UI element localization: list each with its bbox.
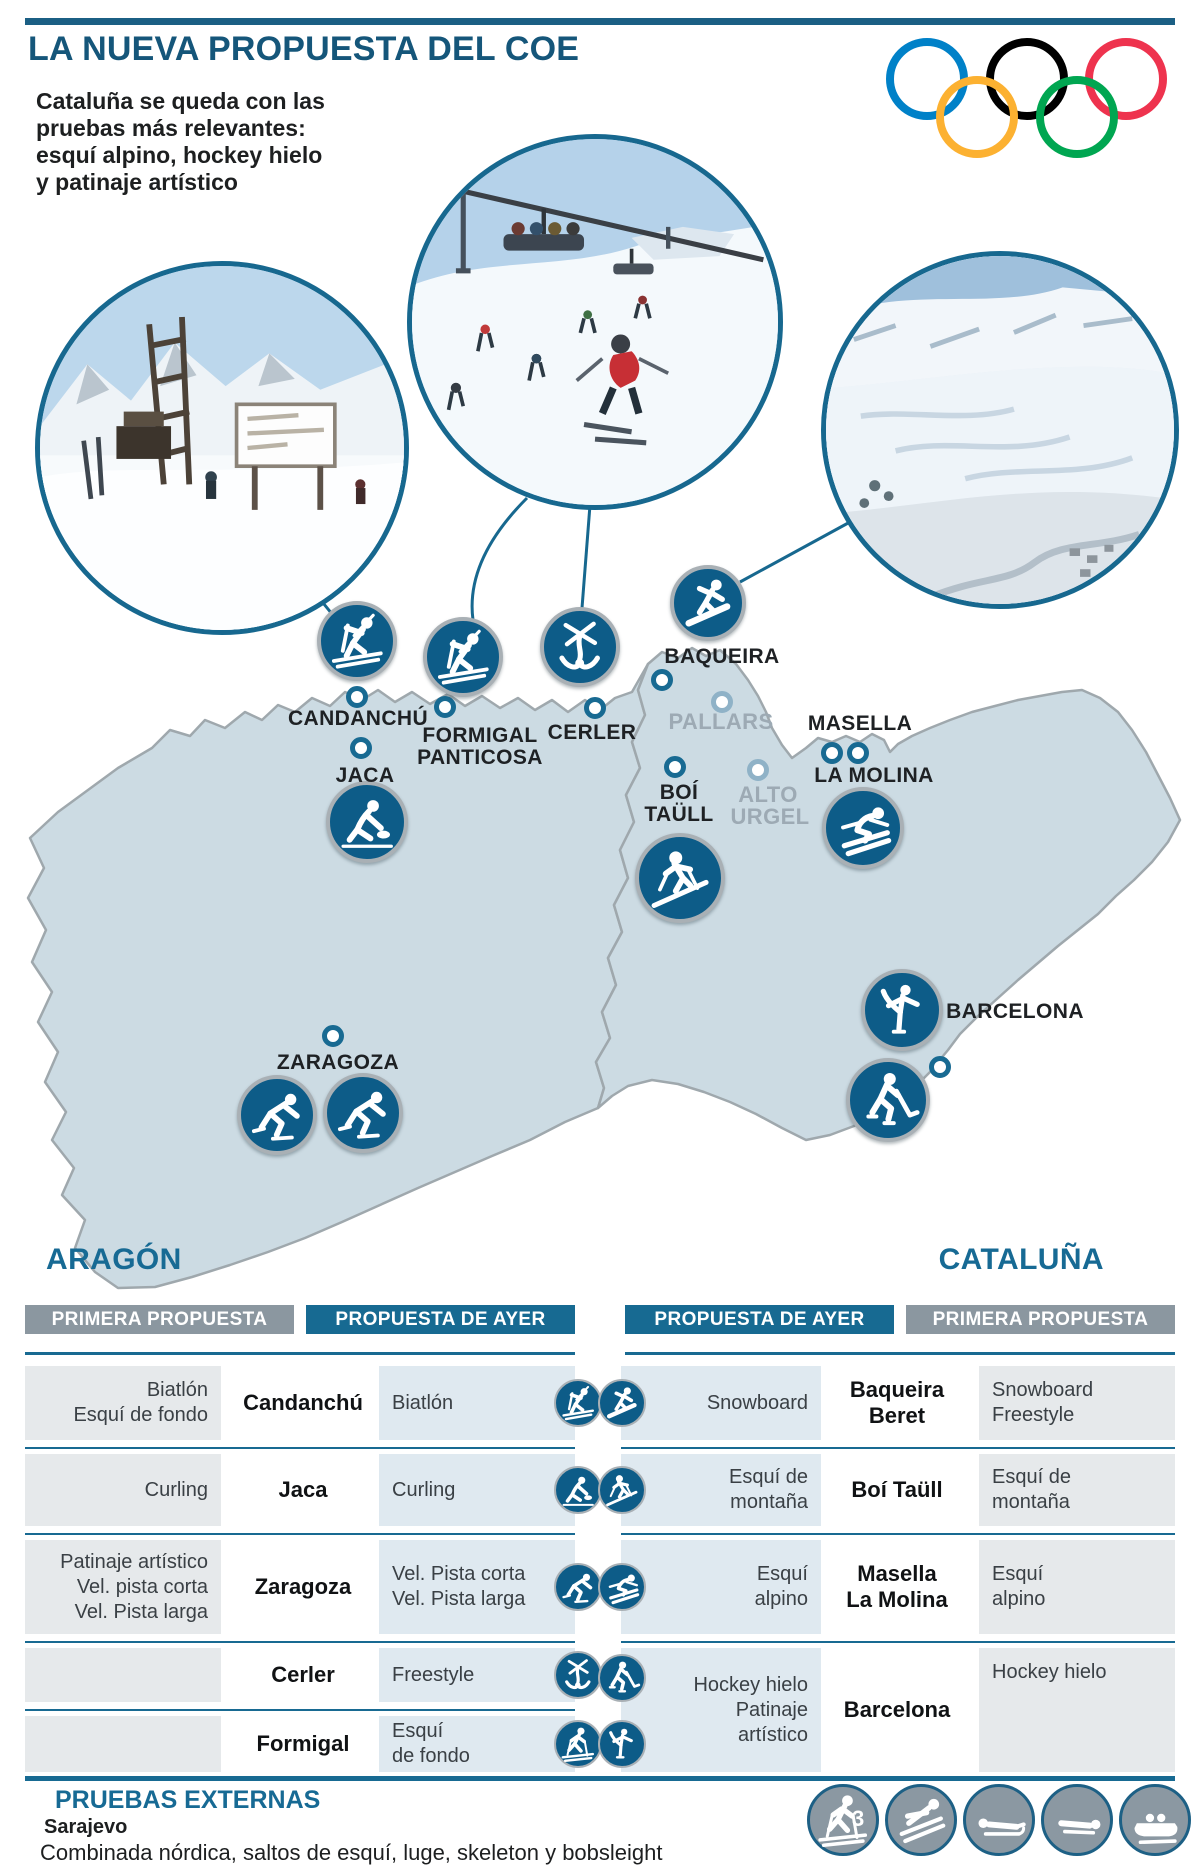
figure-skating-icon xyxy=(861,969,943,1051)
cell-location-boi-taull: Boí Taüll xyxy=(851,1477,943,1502)
footer-events: Combinada nórdica, saltos de esquí, luge, skeleton y bobsleight xyxy=(40,1840,663,1865)
map-label-la-molina: LA MOLINA xyxy=(814,764,934,787)
speed-skating-icon xyxy=(237,1075,317,1155)
freestyle-aerials-icon xyxy=(554,1651,602,1699)
map-dot-candanchu xyxy=(346,686,368,708)
row-separator xyxy=(25,1533,575,1535)
row-separator xyxy=(621,1447,1175,1449)
cell-location-zaragoza: Zaragoza xyxy=(254,1574,352,1599)
cell-ayer-masella: Esquí alpino xyxy=(621,1540,821,1634)
cell-ayer-cerler: Freestyle xyxy=(379,1648,575,1702)
footer-divider xyxy=(25,1776,1175,1781)
map-dot-boi-taull xyxy=(664,756,686,778)
table-rule xyxy=(25,1352,575,1355)
header-primera-propuesta-left: PRIMERA PROPUESTA xyxy=(25,1305,294,1334)
cell-location-cerler: Cerler xyxy=(271,1662,335,1687)
speed-skating-icon xyxy=(554,1563,602,1611)
photo-ski-base-station xyxy=(35,261,409,635)
map-dot-zaragoza xyxy=(322,1025,344,1047)
skeleton-icon xyxy=(1041,1784,1113,1856)
map-label-pallars: PALLARS xyxy=(668,709,774,734)
subtitle-line: y patinaje artístico xyxy=(36,169,238,195)
region-label-aragon: ARAGÓN xyxy=(46,1243,182,1276)
figure-skating-icon xyxy=(598,1720,646,1768)
cell-location-formigal: Formigal xyxy=(256,1731,350,1756)
curling-icon xyxy=(326,781,408,863)
map-dot-alto-urgel xyxy=(747,759,769,781)
nordic-combined-number: 3 xyxy=(852,1806,865,1831)
cell-first-masella: Esquí alpino xyxy=(979,1540,1175,1634)
map-dot-masella xyxy=(821,742,843,764)
footer-city: Sarajevo xyxy=(44,1816,128,1838)
map-label-candanchu: CANDANCHÚ xyxy=(287,707,429,730)
speed-skating-icon xyxy=(323,1073,403,1153)
cell-first-jaca: Curling xyxy=(25,1454,221,1526)
row-separator xyxy=(25,1709,575,1711)
header-propuesta-ayer-left: PROPUESTA DE AYER xyxy=(306,1305,575,1334)
cell-first-barcelona: Hockey hielo xyxy=(979,1648,1175,1772)
ski-mountaineering-icon xyxy=(598,1466,646,1514)
snowboard-icon xyxy=(598,1379,646,1427)
map-dot-baqueira xyxy=(651,669,673,691)
map-dot-jaca xyxy=(350,737,372,759)
map-label-urgel: URGEL xyxy=(730,804,810,829)
cell-ayer-jaca: Curling xyxy=(379,1454,575,1526)
map-label-taull: TAÜLL xyxy=(644,803,714,826)
map-label-boi: BOÍ xyxy=(659,781,699,804)
map-dot-barcelona xyxy=(929,1056,951,1078)
cell-first-cerler-empty xyxy=(25,1648,221,1702)
cell-ayer-boi-taull: Esquí de montaña xyxy=(621,1454,821,1526)
cell-location-jaca: Jaca xyxy=(278,1477,328,1502)
row-separator xyxy=(621,1533,1175,1535)
map-dot-la-molina xyxy=(847,742,869,764)
map-label-masella: MASELLA xyxy=(807,712,913,735)
bobsleigh-icon xyxy=(1119,1784,1191,1856)
region-label-cataluna: CATALUÑA xyxy=(938,1243,1104,1276)
map-label-baqueira: BAQUEIRA xyxy=(664,645,780,668)
ice-hockey-icon xyxy=(598,1654,646,1702)
cell-location-baqueira: Baqueira Beret xyxy=(849,1377,945,1428)
header-propuesta-ayer-right: PROPUESTA DE AYER xyxy=(625,1305,894,1334)
map-dot-formigal xyxy=(434,696,456,718)
biathlon-icon xyxy=(554,1379,602,1427)
connector-line xyxy=(472,498,527,620)
cell-ayer-zaragoza: Vel. Pista corta Vel. Pista larga xyxy=(379,1540,575,1634)
luge-icon xyxy=(963,1784,1035,1856)
table-rule xyxy=(625,1352,1175,1355)
map-label-zaragoza: ZARAGOZA xyxy=(276,1051,400,1074)
cell-ayer-barcelona: Hockey hielo Patinaje artístico xyxy=(621,1648,821,1772)
curling-icon xyxy=(554,1466,602,1514)
region-aragon xyxy=(28,664,648,1288)
connector-line xyxy=(740,522,850,582)
row-separator xyxy=(25,1447,575,1449)
cell-first-candanchu: Biatlón Esquí de fondo xyxy=(25,1366,221,1440)
cross-country-icon xyxy=(554,1720,602,1768)
map-label-formigal: FORMIGAL xyxy=(422,724,538,747)
map-label-jaca: JACA xyxy=(335,764,395,787)
ice-hockey-icon xyxy=(846,1058,930,1142)
cell-location-barcelona: Barcelona xyxy=(843,1697,951,1722)
map-label-alto: ALTO xyxy=(738,782,798,807)
nordic-combined-icon xyxy=(807,1784,879,1856)
cell-location-masella-la-molina: Masella La Molina xyxy=(846,1561,948,1612)
map-label-barcelona: BARCELONA xyxy=(946,1000,1084,1023)
alpine-skiing-icon xyxy=(598,1563,646,1611)
footer-title: PRUEBAS EXTERNAS xyxy=(55,1786,321,1814)
cell-ayer-baqueira: Snowboard xyxy=(621,1366,821,1440)
map-label-panticosa: PANTICOSA xyxy=(417,746,543,769)
page-title: LA NUEVA PROPUESTA DEL COE xyxy=(28,30,580,68)
row-separator xyxy=(621,1641,1175,1643)
cell-first-baqueira: Snowboard Freestyle xyxy=(979,1366,1175,1440)
cell-ayer-formigal: Esquí de fondo xyxy=(379,1716,575,1772)
freestyle-aerials-icon xyxy=(540,607,620,687)
subtitle-line: esquí alpino, hockey hielo xyxy=(36,142,323,168)
ski-jumping-icon xyxy=(885,1784,957,1856)
cell-location-candanchu: Candanchú xyxy=(243,1390,363,1415)
cell-first-formigal-empty xyxy=(25,1716,221,1772)
photo-chairlift-slope xyxy=(407,134,783,510)
subtitle-line: pruebas más relevantes: xyxy=(36,115,306,141)
photo-mountain-valley xyxy=(821,251,1179,609)
header-primera-propuesta-right: PRIMERA PROPUESTA xyxy=(906,1305,1175,1334)
cell-first-zaragoza: Patinaje artístico Vel. pista corta Vel. Pista larga xyxy=(25,1540,221,1634)
connector-line xyxy=(582,505,590,608)
row-separator xyxy=(25,1641,575,1643)
map-dot-cerler xyxy=(584,697,606,719)
subtitle-line: Cataluña se queda con las xyxy=(36,88,325,114)
cell-first-boi-taull: Esquí de montaña xyxy=(979,1454,1175,1526)
biathlon-icon xyxy=(317,601,397,681)
map-label-cerler: CERLER xyxy=(547,721,637,744)
biathlon-icon xyxy=(423,617,503,697)
alpine-skiing-icon xyxy=(822,787,904,869)
ski-mountaineering-icon xyxy=(635,833,725,923)
cell-ayer-candanchu: Biatlón xyxy=(379,1366,575,1440)
snowboard-icon xyxy=(670,565,746,641)
